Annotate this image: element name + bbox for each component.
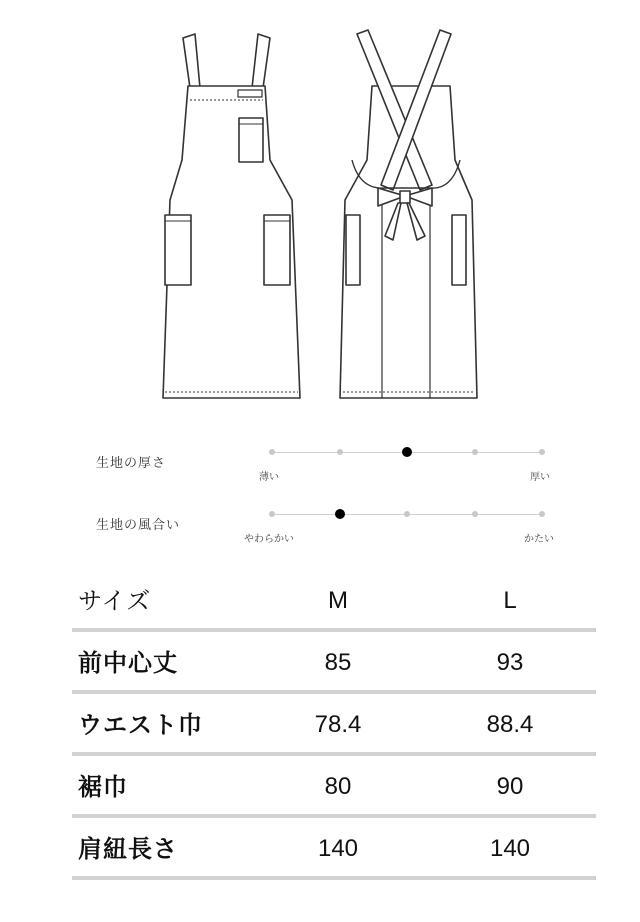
row-value-m: 80 — [324, 773, 352, 800]
front-right-pocket — [264, 215, 290, 285]
fabric-texture-dot-2-selected — [335, 509, 345, 519]
row-label-strap-length: 肩紐長さ — [78, 835, 178, 863]
size-table — [72, 570, 596, 880]
row-value-l: 140 — [489, 835, 531, 862]
fabric-texture-dot-5 — [539, 511, 545, 517]
table-row — [72, 818, 596, 880]
size-header-label: サイズ — [78, 587, 152, 615]
fabric-thickness-dot-3-selected — [402, 447, 412, 457]
front-left-strap — [183, 34, 200, 88]
front-left-pocket — [165, 215, 191, 285]
table-row — [72, 756, 596, 818]
row-value-m: 85 — [324, 649, 352, 676]
row-value-l: 93 — [496, 649, 524, 676]
row-value-l: 90 — [496, 773, 524, 800]
row-value-m: 140 — [317, 835, 359, 862]
fabric-thickness-max-label: 厚い — [530, 472, 550, 483]
apron-illustrations — [0, 0, 640, 410]
front-chest-pocket — [239, 118, 263, 162]
fabric-texture-min-label: やわらかい — [244, 534, 294, 545]
fabric-texture-dot-4 — [472, 511, 478, 517]
fabric-texture-label: 生地の風合い — [96, 518, 181, 533]
fabric-thickness-scale — [0, 432, 640, 492]
row-value-l: 88.4 — [486, 711, 534, 738]
front-right-strap — [252, 34, 270, 88]
size-table-header-row — [72, 570, 596, 632]
size-header-l: L — [503, 587, 517, 614]
row-label-front-length: 前中心丈 — [78, 649, 178, 677]
size-header-m: M — [328, 587, 348, 614]
table-divider — [72, 876, 596, 880]
fabric-thickness-label: 生地の厚さ — [96, 456, 167, 471]
back-bow-knot — [400, 191, 410, 203]
apron-illustration-svg — [0, 0, 640, 410]
table-row — [72, 632, 596, 694]
back-right-pocket — [452, 215, 466, 285]
fabric-texture-dot-3 — [404, 511, 410, 517]
back-left-pocket — [346, 215, 360, 285]
fabric-texture-dot-1 — [269, 511, 275, 517]
front-label-tag — [238, 90, 262, 97]
table-row — [72, 694, 596, 756]
row-label-waist-width: ウエスト巾 — [78, 711, 203, 739]
fabric-thickness-dot-1 — [269, 449, 275, 455]
fabric-thickness-dot-5 — [539, 449, 545, 455]
fabric-thickness-dot-4 — [472, 449, 478, 455]
fabric-thickness-dot-2 — [337, 449, 343, 455]
row-value-m: 78.4 — [314, 711, 362, 738]
apron-back-flat-icon — [340, 30, 477, 398]
row-label-hem-width: 裾巾 — [78, 773, 128, 801]
apron-front-flat-icon — [163, 34, 300, 398]
fabric-texture-max-label: かたい — [524, 534, 554, 545]
fabric-thickness-min-label: 薄い — [259, 472, 279, 483]
fabric-texture-scale — [0, 494, 640, 554]
